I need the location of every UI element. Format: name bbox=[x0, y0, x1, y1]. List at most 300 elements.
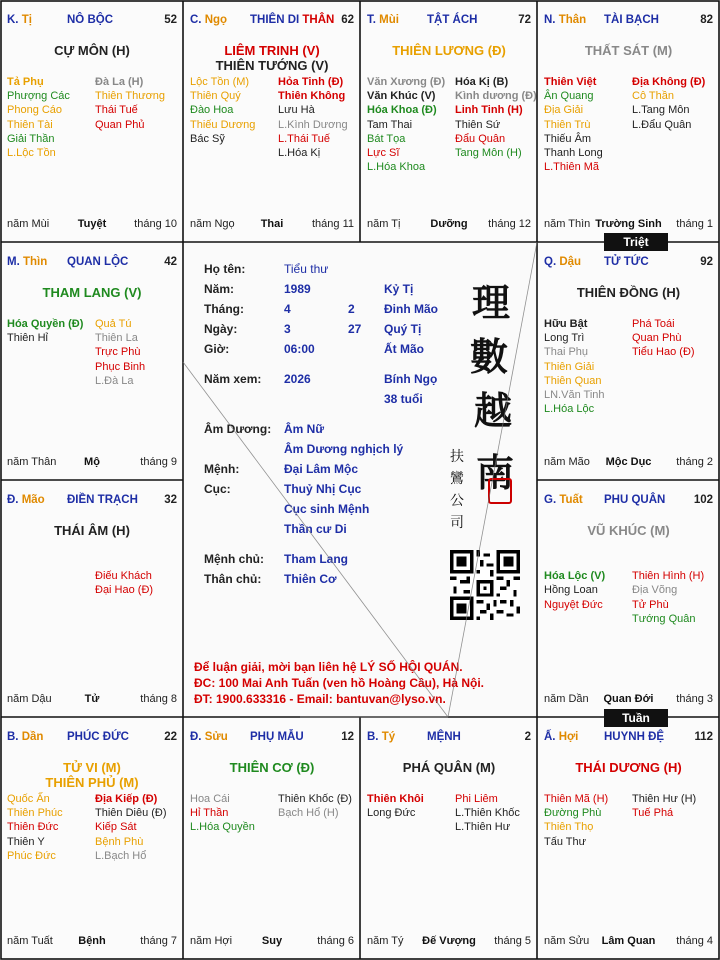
palace-number: 112 bbox=[694, 731, 713, 743]
minor-star: Quả Tú bbox=[95, 318, 132, 330]
qr-code bbox=[450, 550, 520, 620]
minor-star: Cô Thần bbox=[632, 90, 674, 103]
minor-star: Long Trì bbox=[544, 332, 585, 345]
minor-star: Đường Phù bbox=[544, 807, 602, 820]
minor-stars-left bbox=[544, 792, 608, 849]
main-stars bbox=[361, 760, 537, 775]
minor-star: Thanh Long bbox=[544, 146, 603, 159]
palace-number: 62 bbox=[341, 14, 354, 26]
palace-header bbox=[190, 14, 354, 30]
minor-star: Linh Tinh (H) bbox=[455, 104, 523, 117]
main-star: THIÊN PHỦ (M) bbox=[45, 775, 139, 790]
minor-star: Địa Giải bbox=[544, 104, 584, 117]
main-stars bbox=[1, 43, 183, 58]
palace-mao bbox=[1, 481, 183, 717]
palace-name: MỆNH bbox=[427, 731, 461, 743]
minor-stars-right bbox=[455, 75, 537, 160]
contact-line-1: Để luận giải, mời bạn liên hệ LÝ SỐ HỘI QUÁN. bbox=[194, 660, 463, 674]
cuc-value: Thuỷ Nhị Cục bbox=[284, 482, 362, 496]
minor-star: Phục Binh bbox=[95, 360, 146, 373]
minor-star: Thai Phụ bbox=[544, 346, 589, 359]
palace-stem: M. Thìn bbox=[7, 256, 48, 268]
thanchu-value: Thiên Cơ bbox=[284, 572, 337, 586]
palace-stage: Dưỡng bbox=[430, 218, 468, 230]
palace-year: năm Sửu bbox=[544, 935, 590, 947]
palace-header bbox=[7, 494, 177, 510]
palace-stem: Đ. Sửu bbox=[190, 731, 228, 743]
minor-star: L.Thái Tuế bbox=[278, 132, 330, 145]
minor-star: Tấu Thư bbox=[544, 835, 587, 848]
palace-stem: Đ. Mão bbox=[7, 494, 45, 506]
age: 38 tuổi bbox=[384, 392, 423, 406]
minor-star: Kình dương (Đ) bbox=[455, 90, 537, 103]
palace-stage: Bệnh bbox=[78, 935, 106, 947]
minor-star: Tuế Phá bbox=[632, 807, 674, 820]
palace-stem: B. Dần bbox=[7, 731, 44, 743]
hour-lunar: Ất Mão bbox=[384, 342, 424, 356]
minor-star: L.Hóa Quyền bbox=[190, 821, 255, 834]
minor-stars-left bbox=[544, 555, 605, 612]
minor-stars-left bbox=[367, 792, 424, 820]
palace-month: tháng 8 bbox=[140, 693, 177, 705]
minor-star: Long Đức bbox=[367, 807, 416, 820]
hour-label: Giờ: bbox=[204, 342, 230, 356]
palace-month: tháng 9 bbox=[140, 456, 177, 468]
minor-star: Quan Phù bbox=[632, 332, 682, 345]
minor-stars-left bbox=[7, 317, 83, 345]
palace-number: 92 bbox=[700, 256, 713, 268]
minor-star: Phong Cáo bbox=[7, 104, 63, 117]
amduong-label: Âm Dương: bbox=[204, 422, 272, 436]
minor-star: Thiên Không bbox=[278, 90, 346, 103]
palace-number: 22 bbox=[164, 731, 177, 743]
palace-footer bbox=[7, 218, 177, 232]
main-star: THẤT SÁT (M) bbox=[584, 43, 673, 58]
palace-stage: Quan Đới bbox=[603, 693, 654, 705]
minor-star: Thái Tuế bbox=[95, 104, 138, 117]
brand-seal bbox=[488, 478, 512, 504]
palace-number: 12 bbox=[341, 731, 354, 743]
palace-branch: Thân bbox=[558, 14, 587, 26]
minor-star: L.Hóa Lộc bbox=[544, 403, 595, 416]
main-stars bbox=[538, 760, 719, 775]
than-marker: THÂN bbox=[302, 14, 335, 26]
minor-stars-right bbox=[95, 75, 165, 132]
palace-tuat bbox=[538, 481, 719, 717]
main-star: THAM LANG (V) bbox=[42, 285, 142, 300]
minor-star: Tướng Quân bbox=[632, 612, 696, 625]
minor-stars-right bbox=[455, 792, 520, 835]
palace-header bbox=[7, 731, 177, 747]
palace-stage: Tuyệt bbox=[77, 218, 107, 230]
main-star: THÁI ÂM (H) bbox=[54, 523, 130, 538]
menh-label: Mệnh: bbox=[204, 462, 240, 476]
brand-char: 理 bbox=[472, 280, 511, 325]
minor-star: Bạch Hổ (H) bbox=[278, 807, 339, 820]
main-star: THIÊN LƯƠNG (Đ) bbox=[392, 43, 506, 58]
palace-stem: K. Tị bbox=[7, 14, 32, 26]
palace-year: năm Mão bbox=[544, 456, 590, 468]
minor-stars-right bbox=[95, 792, 167, 863]
palace-footer bbox=[544, 693, 713, 707]
palace-name: QUAN LỘC bbox=[67, 256, 129, 268]
main-star: LIÊM TRINH (V) bbox=[224, 43, 320, 58]
palace-footer bbox=[544, 935, 713, 949]
minor-star: Phi Liêm bbox=[455, 793, 498, 805]
palace-stage: Mộc Dục bbox=[605, 456, 652, 468]
minor-star: L.Đẩu Quân bbox=[632, 118, 692, 131]
palace-branch: Ngọ bbox=[204, 14, 228, 26]
minor-star: Thiên Hư (H) bbox=[632, 793, 697, 805]
palace-name: TÀI BẠCH bbox=[604, 14, 659, 26]
palace-branch: Dần bbox=[21, 731, 44, 743]
minor-star: Tả Phụ bbox=[7, 76, 44, 88]
palace-header bbox=[367, 14, 531, 30]
main-stars bbox=[538, 43, 719, 58]
minor-star: Hóa Kị (B) bbox=[455, 76, 509, 88]
palace-number: 72 bbox=[518, 14, 531, 26]
minor-stars-right bbox=[632, 75, 705, 132]
minor-star: Văn Khúc (V) bbox=[367, 90, 436, 103]
palace-stem: B. Tý bbox=[367, 731, 396, 743]
brand-char: 數 bbox=[470, 334, 509, 379]
minor-star: Thiên Tài bbox=[7, 118, 53, 131]
main-star: THÁI DƯƠNG (H) bbox=[575, 760, 682, 775]
minor-star: Tử Phù bbox=[632, 598, 669, 611]
minor-stars-left bbox=[7, 792, 63, 863]
palace-year: năm Dần bbox=[544, 693, 589, 705]
minor-star: Tang Môn (H) bbox=[455, 146, 522, 159]
palace-number: 2 bbox=[524, 731, 531, 743]
minor-star: Thiên Thương bbox=[95, 90, 166, 103]
minor-star: L.Lộc Tồn bbox=[7, 146, 56, 159]
minor-star: Địa Kiếp (Đ) bbox=[95, 793, 158, 805]
minor-star bbox=[544, 555, 605, 569]
palace-stage: Lâm Quan bbox=[601, 935, 656, 947]
minor-star: Thiên Đức bbox=[7, 821, 59, 834]
brand-char: 越 bbox=[474, 388, 513, 433]
palace-month: tháng 12 bbox=[488, 218, 531, 230]
palace-name: TẬT ÁCH bbox=[427, 14, 478, 26]
hour-value: 06:00 bbox=[284, 342, 315, 356]
palace-year: năm Tuất bbox=[7, 935, 53, 947]
day-solar: 3 bbox=[284, 322, 291, 336]
minor-star: Thiên Diêu (Đ) bbox=[95, 807, 167, 820]
brand-small-char: 公 bbox=[450, 493, 464, 509]
brand-small-char: 扶 bbox=[450, 449, 464, 465]
minor-stars-right bbox=[95, 317, 145, 388]
palace-header bbox=[7, 14, 177, 30]
minor-star: L.Kình Dương bbox=[278, 118, 348, 131]
palace-year: năm Hợi bbox=[190, 935, 233, 947]
minor-star: Thiên Y bbox=[7, 835, 45, 848]
view-year: 2026 bbox=[284, 372, 311, 386]
year-lunar: Kỷ Tị bbox=[384, 282, 414, 296]
minor-star: L.Thiên Mã bbox=[544, 161, 600, 174]
minor-star: Thiếu Dương bbox=[190, 118, 256, 131]
minor-star: L.Bạch Hổ bbox=[95, 849, 147, 862]
palace-footer bbox=[367, 935, 531, 949]
minor-star: Lưu Hà bbox=[278, 104, 315, 117]
minor-star: Thiên Sứ bbox=[455, 118, 501, 131]
minor-star: Hữu Bật bbox=[544, 318, 588, 330]
minor-star: L.Thiên Hư bbox=[455, 821, 511, 834]
palace-header bbox=[544, 14, 713, 30]
palace-header bbox=[7, 256, 177, 272]
minor-star: Kiếp Sát bbox=[95, 821, 137, 834]
minor-star: Bát Tọa bbox=[367, 132, 406, 145]
palace-ty2 bbox=[361, 718, 537, 959]
minor-stars-right bbox=[632, 317, 695, 360]
palace-year: năm Ngọ bbox=[190, 218, 235, 230]
minor-star: Thiên Việt bbox=[544, 76, 597, 88]
main-stars bbox=[184, 43, 360, 73]
palace-header bbox=[190, 731, 354, 747]
minor-star: Thiên Thọ bbox=[544, 821, 594, 834]
minor-star: Thiên La bbox=[95, 332, 138, 345]
palace-stage: Trường Sinh bbox=[595, 218, 662, 230]
minor-star: Trực Phù bbox=[95, 346, 141, 359]
name-value: Tiểu thư bbox=[284, 262, 329, 276]
name-label: Họ tên: bbox=[204, 262, 246, 276]
palace-footer bbox=[7, 935, 177, 949]
amduong-note: Âm Dương nghịch lý bbox=[284, 442, 404, 456]
palace-month: tháng 5 bbox=[494, 935, 531, 947]
minor-stars-left bbox=[190, 75, 255, 146]
palace-stem: C. Ngọ bbox=[190, 14, 228, 26]
palace-stage: Thai bbox=[260, 218, 284, 230]
palace-header bbox=[544, 256, 713, 272]
month-solar: 4 bbox=[284, 302, 291, 316]
minor-star: Hoa Cái bbox=[190, 793, 230, 805]
minor-star: L.Hóa Kị bbox=[278, 146, 321, 159]
minor-stars-left bbox=[190, 792, 255, 835]
minor-star: L.Thiên Khốc bbox=[455, 807, 520, 820]
palace-month: tháng 3 bbox=[676, 693, 713, 705]
palace-month: tháng 7 bbox=[140, 935, 177, 947]
minor-star: Tiểu Hao (Đ) bbox=[632, 346, 695, 359]
minor-stars-left bbox=[367, 75, 445, 174]
palace-branch: Sửu bbox=[204, 731, 228, 743]
palace-month: tháng 4 bbox=[676, 935, 713, 947]
minor-star: LN.Văn Tinh bbox=[544, 388, 605, 401]
minor-star: Điếu Khách bbox=[95, 570, 152, 583]
palace-dan bbox=[1, 718, 183, 959]
minor-star: Phượng Các bbox=[7, 90, 70, 103]
palace-stem: G. Tuất bbox=[544, 494, 583, 506]
minor-star: Thiên Trù bbox=[544, 118, 591, 131]
minor-star: Giải Thần bbox=[7, 132, 55, 145]
palace-header bbox=[544, 731, 713, 747]
minor-star bbox=[632, 555, 704, 569]
minor-star: L.Đà La bbox=[95, 374, 134, 387]
palace-footer bbox=[7, 456, 177, 470]
main-stars bbox=[1, 285, 183, 300]
palace-branch: Tị bbox=[21, 14, 32, 26]
palace-month: tháng 10 bbox=[134, 218, 177, 230]
main-stars bbox=[361, 43, 537, 58]
palace-branch: Thìn bbox=[22, 256, 48, 268]
palace-year: năm Thân bbox=[7, 456, 57, 468]
main-star: PHÁ QUÂN (M) bbox=[402, 760, 496, 775]
minor-star: Hóa Quyền (Đ) bbox=[7, 318, 84, 330]
minor-star bbox=[95, 555, 153, 569]
tuan-badge: Tuần bbox=[604, 709, 668, 727]
minor-star: Ân Quang bbox=[544, 90, 594, 103]
minor-star: Thiên Giải bbox=[544, 360, 595, 373]
minor-star: Thiên Khốc (Đ) bbox=[278, 793, 352, 805]
minor-star: Thiên Hỉ bbox=[7, 332, 48, 345]
main-star: CỰ MÔN (H) bbox=[54, 43, 130, 58]
palace-dau bbox=[538, 243, 719, 480]
contact-line-2: ĐC: 100 Mai Anh Tuấn (ven hồ Hoàng Cầu), Hà Nội. bbox=[194, 676, 485, 690]
month-label: Tháng: bbox=[204, 302, 244, 316]
minor-star: Thiếu Âm bbox=[544, 132, 592, 145]
palace-stem: T. Mùi bbox=[367, 14, 399, 26]
minor-star: Thiên Hình (H) bbox=[632, 570, 705, 583]
minor-star: Hóa Khoa (Đ) bbox=[367, 104, 437, 117]
palace-footer bbox=[544, 218, 713, 232]
palace-month: tháng 6 bbox=[317, 935, 354, 947]
center-info-panel bbox=[184, 242, 537, 717]
minor-star: Đại Hao (Đ) bbox=[95, 584, 154, 597]
minor-star: Địa Không (Đ) bbox=[632, 76, 706, 88]
palace-name: PHỤ MẪU bbox=[250, 731, 304, 743]
palace-suu bbox=[184, 718, 360, 959]
palace-stem: N. Thân bbox=[544, 14, 587, 26]
palace-ty bbox=[1, 1, 183, 242]
palace-footer bbox=[7, 693, 177, 707]
palace-footer bbox=[190, 218, 354, 232]
minor-stars-right bbox=[95, 555, 153, 598]
palace-footer bbox=[190, 935, 354, 949]
palace-ngo bbox=[184, 1, 360, 242]
minor-star: Thiên Quý bbox=[190, 90, 241, 103]
palace-branch: Tuất bbox=[559, 494, 583, 506]
view-year-label: Năm xem: bbox=[204, 372, 262, 386]
palace-month: tháng 11 bbox=[311, 218, 354, 230]
minor-star: L.Hóa Khoa bbox=[367, 161, 426, 174]
palace-year: năm Dậu bbox=[7, 693, 52, 705]
minor-star: Thiên Quan bbox=[544, 374, 602, 387]
minor-star: Đào Hoa bbox=[190, 104, 234, 117]
minor-star: Địa Võng bbox=[632, 584, 678, 597]
minor-stars-right bbox=[632, 792, 696, 820]
minor-star: Đà La (H) bbox=[95, 76, 144, 88]
day-lunar-number: 27 bbox=[348, 322, 362, 336]
palace-branch: Mão bbox=[21, 494, 45, 506]
year-solar: 1989 bbox=[284, 282, 311, 296]
palace-number: 32 bbox=[164, 494, 177, 506]
palace-month: tháng 1 bbox=[676, 218, 713, 230]
menh-value: Đại Lâm Mộc bbox=[284, 462, 359, 476]
brand-char: 南 bbox=[476, 450, 515, 495]
main-star: THIÊN TƯỚNG (V) bbox=[215, 58, 329, 73]
year-label: Năm: bbox=[204, 282, 235, 296]
minor-stars-right bbox=[278, 75, 348, 160]
palace-mui bbox=[361, 1, 537, 242]
palace-stem: Ấ. Hợi bbox=[544, 731, 579, 743]
palace-number: 52 bbox=[164, 14, 177, 26]
brand-calligraphy bbox=[450, 272, 520, 531]
contact-line-3: ĐT: 1900.633316 - Email: bantuvan@lyso.vn. bbox=[194, 692, 446, 706]
palace-month: tháng 2 bbox=[676, 456, 713, 468]
thanchu-label: Thân chủ: bbox=[204, 572, 262, 586]
cuc-label: Cục: bbox=[204, 482, 231, 496]
minor-star: Nguyệt Đức bbox=[544, 598, 603, 611]
minor-stars-right bbox=[632, 555, 704, 626]
than-cu: Thần cư Di bbox=[284, 522, 347, 536]
palace-name: PHÚC ĐỨC bbox=[67, 731, 129, 743]
palace-number: 82 bbox=[700, 14, 713, 26]
menhchu-value: Tham Lang bbox=[284, 552, 349, 566]
palace-stage: Đế Vượng bbox=[422, 935, 476, 947]
palace-branch: Dậu bbox=[559, 256, 582, 268]
brand-small-char: 司 bbox=[450, 515, 464, 531]
amduong-value: Âm Nữ bbox=[284, 422, 325, 436]
palace-branch: Tý bbox=[381, 731, 396, 743]
minor-star: Lực Sĩ bbox=[367, 146, 400, 159]
minor-star: Quốc Ấn bbox=[7, 793, 50, 805]
minor-star: Phá Toái bbox=[632, 318, 675, 330]
minor-star: Hỉ Thần bbox=[190, 807, 229, 820]
main-stars bbox=[1, 523, 183, 538]
day-label: Ngày: bbox=[204, 322, 238, 336]
palace-footer bbox=[367, 218, 531, 232]
main-stars bbox=[538, 523, 719, 538]
minor-star: Văn Xương (Đ) bbox=[367, 76, 446, 88]
palace-name: PHU QUÂN bbox=[604, 494, 666, 506]
minor-stars-left bbox=[544, 75, 603, 174]
brand-small-char: 鸞 bbox=[450, 471, 464, 487]
minor-stars-left bbox=[544, 317, 605, 416]
main-star: TỬ VI (M) bbox=[63, 760, 121, 775]
palace-branch: Hợi bbox=[558, 731, 579, 743]
palace-number: 42 bbox=[164, 256, 177, 268]
minor-star: Quan Phủ bbox=[95, 118, 145, 131]
minor-star: Hóa Lộc (V) bbox=[544, 570, 606, 583]
main-star: THIÊN CƠ (Đ) bbox=[229, 760, 315, 775]
palace-thin bbox=[1, 243, 183, 480]
minor-star: Thiên Khôi bbox=[367, 793, 424, 805]
minor-star: Lộc Tồn (M) bbox=[190, 76, 250, 88]
palace-hoi bbox=[538, 718, 719, 959]
palace-stage: Mộ bbox=[84, 456, 100, 468]
minor-stars-left bbox=[7, 75, 70, 160]
palace-name: THIÊN DI THÂN bbox=[250, 14, 335, 26]
minor-stars-right bbox=[278, 792, 352, 820]
palace-footer bbox=[544, 456, 713, 470]
palace-year: năm Tý bbox=[367, 935, 404, 947]
palace-name: NÔ BỘC bbox=[67, 14, 113, 26]
cuc-note: Cục sinh Mệnh bbox=[284, 502, 370, 516]
palace-name: ĐIỀN TRẠCH bbox=[67, 494, 138, 506]
palace-name: HUYNH ĐỆ bbox=[604, 731, 665, 743]
palace-number: 102 bbox=[693, 494, 713, 506]
minor-star: Hỏa Tinh (Đ) bbox=[278, 76, 344, 88]
day-lunar: Quý Tị bbox=[384, 322, 422, 336]
minor-star: Hồng Loan bbox=[544, 584, 598, 597]
minor-star: Thiên Phúc bbox=[7, 807, 63, 820]
main-star: THIÊN ĐỒNG (H) bbox=[576, 285, 681, 300]
minor-star: L.Tang Môn bbox=[632, 104, 690, 117]
main-stars bbox=[1, 760, 183, 790]
minor-star: Thiên Mã (H) bbox=[544, 793, 609, 805]
palace-year: năm Mùi bbox=[7, 218, 50, 230]
main-star: VŨ KHÚC (M) bbox=[587, 523, 670, 538]
main-stars bbox=[184, 760, 360, 775]
palace-stem: Q. Dậu bbox=[544, 256, 582, 268]
